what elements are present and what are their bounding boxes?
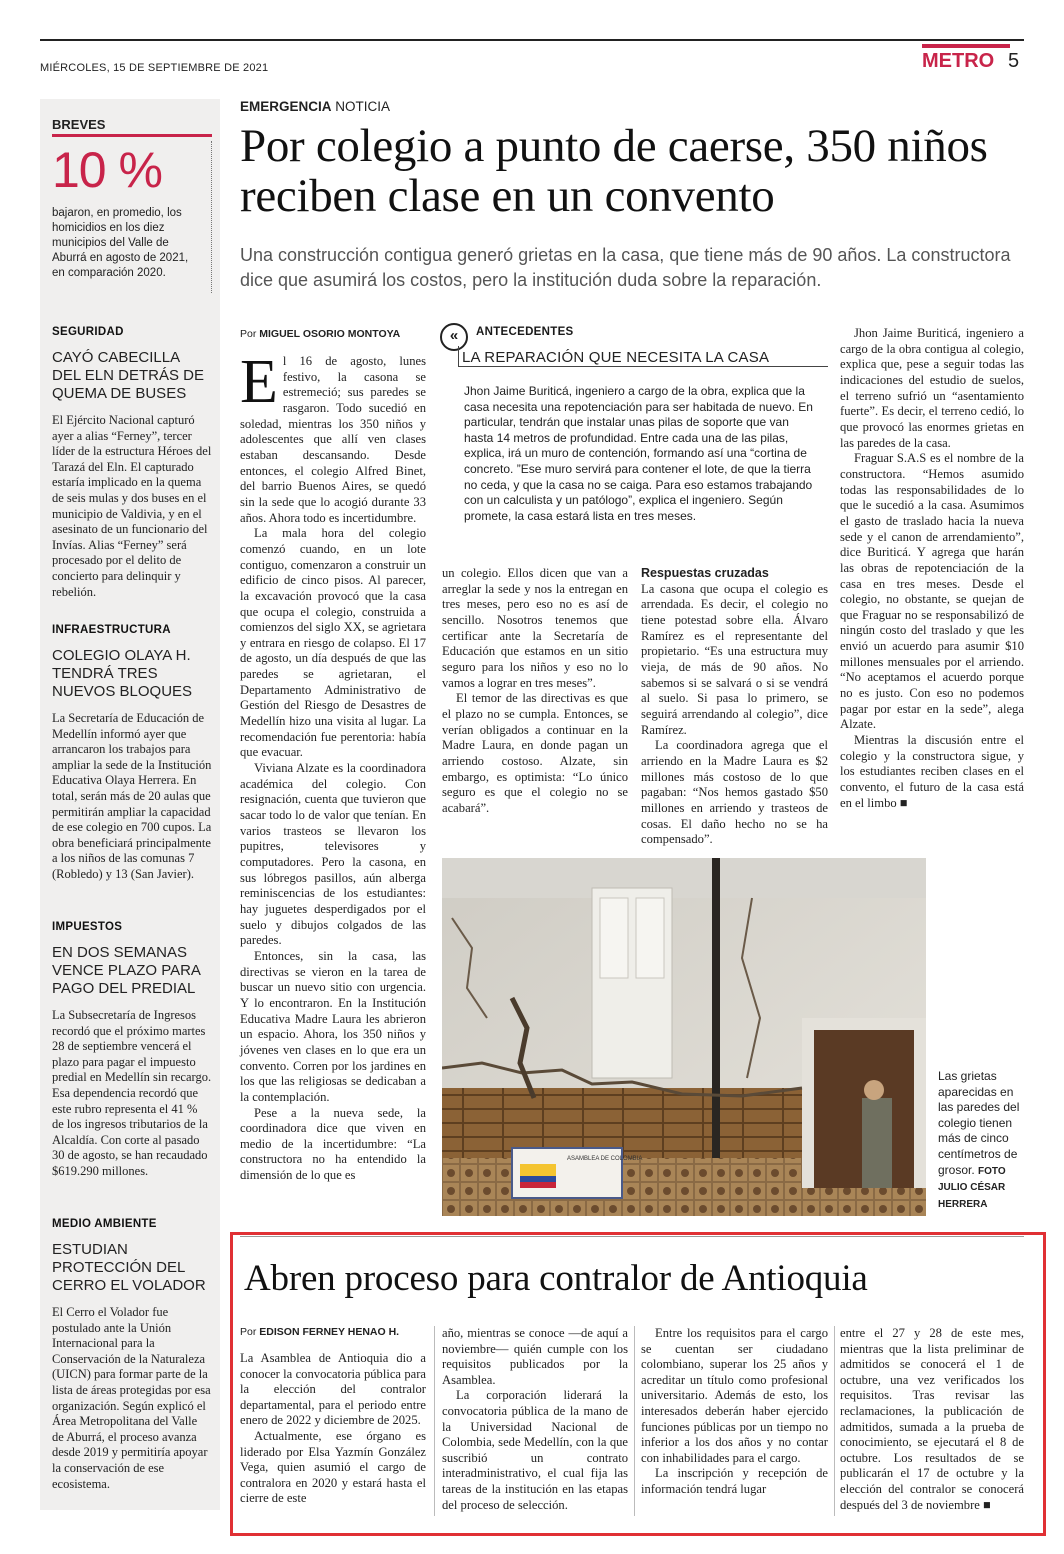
antecedentes-rule (458, 366, 828, 367)
article-dek: Una construcción contigua generó grietas en la casa, que tiene más de 90 años. La constructora dice que asumirá los costos, pero la institución duda sobre la reparación. (240, 245, 1011, 290)
issue-date: MIÉRCOLES, 15 DE SEPTIEMBRE DE 2021 (40, 62, 269, 74)
photo-credit: FOTO JULIO CÉSAR HERRERA (938, 1165, 1006, 1210)
breves-stat-text: bajaron, en promedio, los homicidios en los diez municipios del Valle de Aburrá en agosto de 2021, en comparación 2020. (52, 207, 189, 279)
brief-section-seguridad: SEGURIDAD (52, 326, 124, 338)
brief-section-medio-ambiente: MEDIO AMBIENTE (52, 1218, 157, 1230)
brief-body: La Secretaría de Educación de Medellín informó ayer que arrancaron los trabajos para ampliar la sede de la Institución Educativa Olaya Herrera. En total, serán más de 20 aulas que permitirán ampliar la capacidad de ese colegio en 700 cupos. La obra beneficiará principalmente a los niños de las comunas 7 (Robledo) y 13 (San Javier). (52, 711, 212, 881)
article2-column-4 (840, 1326, 1024, 1513)
byline-author: MIGUEL OSORIO MONTOYA (259, 328, 401, 340)
article-column-3 (641, 566, 828, 848)
paragraph: La corporación liderará la convocatoria pública de la mano de la Universidad Nacional de Colombia, sede Medellín, con la que suscribió un contrato interadministrativo, el cual fija las tareas de la institución en las etapas del proceso de selección. (442, 1388, 628, 1512)
paragraph: Actualmente, ese órgano es liderado por Elsa Yazmín González Vega, quien asumió el cargo de contralora en 2020 y estará hasta el cierre de este (240, 1428, 426, 1506)
paragraph: Entre los requisitos para el cargo se cuentan ser ciudadano colombiano, superar los 25 años y acreditar un título como profesional universitario. Además de esto, los interesados deberán haber ejercido funciones públicas por un tiempo no inferior a los dos años y no contar con inhabilidades para el cargo. (641, 1326, 828, 1465)
breves-rule (52, 134, 212, 137)
article-kicker (240, 99, 390, 114)
paragraph: La mala hora del colegio comenzó cuando, en un lote contiguo, comenzaron a construir un edificio de cinco pisos. Al parecer, la excavación provocó que la casa que ocupa el colegio, construida a comienzos del siglo XX, se agrietara y entrara en riesgo de colapso. El 17 de agosto, un día después de que las paredes se agrietaran, el Departamento Administrativo de Gestión del Riesgo de Desastres de Medellín hizo una visita al lugar. La recomendación fue perentoria: había que evacuar. (240, 526, 426, 760)
breves-stat: 10 % (52, 142, 162, 198)
chevron-left-icon: « (440, 323, 468, 351)
article2-byline (240, 1326, 399, 1338)
article-headline: Por colegio a punto de caerse, 350 niños reciben clase en un convento (240, 120, 988, 222)
paragraph: La coordinadora agrega que el arriendo en la Madre Laura es $2 millones más costoso de lo que pagaban: “Nos hemos gastado $50 millones en arriendo y trasteos de cosas. El daño hecho no se ha compensado”. (641, 738, 828, 847)
byline-author: EDISON FERNEY HENAO H. (259, 1326, 400, 1338)
section-accent-bar (922, 44, 1010, 48)
paragraph: El temor de las directivas es que el plazo no se cumpla. Entonces, se verían obligados a continuar en la Madre Laura, en donde pagan un arriendo costoso. Alzate, sin embargo, es optimista: “Lo único seguro es que el colegio no se acabará”. (442, 691, 628, 815)
brief-body: La Subsecretaría de Ingresos recordó que el próximo martes 28 de septiembre vencerá el plazo para pagar el impuesto predial en Medellín sin recargo. Esa dependencia recordó que este rubro representa el 41 % de los ingresos tributarios de la Alcaldía. Con corte al pasado 30 de agosto, se han recaudado $619.290 millones. (52, 1008, 212, 1178)
paragraph: Entonces, sin la casa, las directivas se vieron en la tarea de buscar un nuevo sitio con urgencia. Y lo encontraron. En la Institución Educativa Madre Laura les abrieron un espacio. Ahora, los 350 niños y jóvenes ven clases en lo que era un convento. Corren por los jardines en los que las religiosas se dedicaban a la contemplación. (240, 948, 426, 1104)
photo-caption (938, 1069, 1028, 1212)
paragraph: año, mientras se conoce —de aquí a noviembre— quién cumple con los requisitos publicados por la Asamblea. (442, 1326, 628, 1387)
section-name: METRO (922, 50, 995, 72)
article2-column-1 (240, 1351, 426, 1507)
paragraph: La Asamblea de Antioquia dio a conocer la convocatoria pública para la elección del contralor departamental, para el periodo entre enero de 2022 y diciembre de 2025. (240, 1351, 426, 1428)
brief-section-infraestructura: INFRAESTRUCTURA (52, 624, 171, 636)
brief-section-impuestos: IMPUESTOS (52, 921, 123, 933)
column-divider (634, 1326, 635, 1516)
paragraph: entre el 27 y 28 de este mes, mientras que la lista preliminar de admitidos se conocerá el 1 de octubre, una vez verificados los requisitos. Tras revisar las reclamaciones, la publicación de admitidos, sumada a la prueba de conocimiento, se ejecutará el 8 de octubre. Los resultados de se publicarán el 17 de octubre y la elección del contralor se conocerá después del 3 de noviembre ■ (840, 1326, 1024, 1512)
top-rule (40, 39, 1024, 41)
antecedentes-vertical-rule (458, 346, 459, 367)
paragraph: Viviana Alzate es la coordinadora académica del colegio. Con resignación, cuenta que tuvieron que sacar todo lo de valor que tenían. En varios trasteos se llevaron los pupitres, televisores y computadores. Pero la casona, en sus lóbregos pasillos, aún alberga reminiscencias de los estudiantes: hay juguetes desperdigados por el suelo y dibujos colgados de las paredes. (240, 761, 426, 948)
drop-cap: E (240, 348, 278, 416)
antecedentes-title: LA REPARACIÓN QUE NECESITA LA CASA (462, 349, 770, 366)
paragraph: Jhon Jaime Buriticá, ingeniero a cargo de la obra contigua al colegio, explica que, pese a seguir todas las indicaciones del estudio de suelos, el terreno sufrió un “asentamiento fuerte”. Es decir, el terreno cedió, lo que provocó las enormes grietas en las paredes de la casa. (840, 326, 1024, 450)
antecedentes-label: ANTECEDENTES (476, 326, 574, 338)
breves-dotted-divider (211, 141, 212, 293)
breves-title: BREVES (52, 117, 106, 132)
article2-headline: Abren proceso para contralor de Antioquia (244, 1258, 868, 1299)
paragraph: Mientras la discusión entre el colegio y la constructora sigue, y los estudiantes reciben clases en el convento, el futuro de la casa está en el limbo ■ (840, 733, 1024, 810)
article2-column-3 (641, 1326, 828, 1498)
subhead: Respuestas cruzadas (641, 566, 769, 580)
byline-prefix: Por (240, 328, 260, 340)
article-photo (442, 858, 926, 1216)
poster-title: ASAMBLEA DE COLOMBIA (567, 1156, 643, 1162)
brief-title: EN DOS SEMANAS VENCE PLAZO PARA PAGO DEL PREDIAL (52, 944, 201, 997)
brief-title: COLEGIO OLAYA H. TENDRÁ TRES NUEVOS BLOQUES (52, 647, 193, 700)
antecedentes-body: Jhon Jaime Buriticá, ingeniero a cargo de la obra, explica que la casa necesita una repotenciación para ser habitada de nuevo. En particular, tendrán que instalar unas pilas de soporte que van hasta 14 metros de profundidad. Entre cada una de las pilas, explica, irá un muro de contención, formando así una “cortina de concreto. ”Ese muro servirá para contener el lote, de que la tierra no ceda, y que la casa no se caiga. Para eso estamos trabajando con un calculista y un patólogo”, explica el ingeniero. Según promete, la casa estará lista en tres meses. (464, 384, 813, 523)
paragraph: l 16 de agosto, lunes festivo, la casona se estremeció; sus paredes se rasgaron. Todo sucedió en soledad, mientras los 350 niños y adolescentes que allí ven clases estaban descansando. Desde entonces, el colegio Alfred Binet, del barrio Buenos Aires, se quedó sin la sede que lo acogió durante 33 años. Ahora todo es incertidumbre. (240, 354, 426, 525)
article2-column-2 (442, 1326, 628, 1513)
paragraph: La casona que ocupa el colegio es arrendada. Es decir, el colegio no tiene potestad sobre ella. Álvaro Ramírez es el representante del propietario. “Es una estructura muy vieja, de más de 90 años. No sabemos si se salvará o si se vendrá al suelo. Si pasa lo primero, se seguirá arrendando al colegio”, dice Ramírez. (641, 581, 828, 737)
article-byline (240, 328, 400, 340)
page-number: 5 (1008, 50, 1020, 72)
article-column-2 (442, 566, 628, 817)
paragraph: un colegio. Ellos dicen que van a arreglar la sede y nos la entregan en tres meses, pero eso no es así de sencillo. Nosotros tenemos que certificar ante la Secretaría de Educación que estamos en un sitio seguro para los niños y eso no lo vamos a lograr en tres meses”. (442, 566, 628, 690)
paragraph: Fraguar S.A.S es el nombre de la constructora. “Hemos asumido todas las responsabilidades de lo que le sucedió a la casa. Asumimos el gasto de traslado hacia la nueva sede y el canon de arrendamiento”, dice Buriticá. Y agrega que harán las obras de repotenciación de la casa en tres meses. Desde el colegio, no obstante, se quejan de que Fraguar no se responsabilizó de ningún costo del traslado y que les envió un acuerdo para asumir $10 millones mensuales por el arriendo. “No aceptamos el acuerdo porque no es justo. Con eso no podemos pagar por estar en la sede”, alega Alzate. (840, 451, 1024, 732)
cracked-wall-photo (442, 858, 926, 1216)
column-divider (434, 1326, 435, 1516)
brief-title: ESTUDIAN PROTECCIÓN DEL CERRO EL VOLADOR (52, 1241, 206, 1294)
kicker-bold: EMERGENCIA (240, 99, 332, 114)
kicker-rest: NOTICIA (331, 99, 391, 114)
paragraph: Pese a la nueva sede, la coordinadora dice que viven en medio de la incertidumbre: “La constructora no ha entendido la dimensión de lo que es (240, 1105, 426, 1183)
article-column-1 (240, 348, 426, 1184)
article-column-4 (840, 326, 1024, 811)
caption-text: Las grietas aparecidas en las paredes del colegio tienen más de cinco centímetros de grosor. (938, 1069, 1020, 1177)
brief-body: El Cerro el Volador fue postulado ante la Unión Internacional para la Conservación de la Naturaleza (UICN) para formar parte de la lista de áreas protegidas por esa organización. Según explicó el Área Metropolitana del Valle de Aburrá, el proceso avanza desde 2019 y permitiría apoyar la conservación de ese ecosistema. (52, 1305, 211, 1491)
brief-title: CAYÓ CABECILLA DEL ELN DETRÁS DE QUEMA DE BUSES (52, 349, 204, 402)
column-divider (834, 1326, 835, 1516)
byline-prefix: Por (240, 1326, 260, 1338)
brief-body: El Ejército Nacional capturó ayer a alias “Ferney”, tercer líder de la estructura Héroes del Tarazá del Eln. El capturado estaría implicado en la quema de seis mulas y dos buses en el municipio de Valdivia, y en el asesinato de un funcionario del Invías. Alias “Ferney” será procesado por el delito de concierto para delinquir y rebelión. (52, 413, 212, 599)
paragraph: La inscripción y recepción de información tendrá lugar (641, 1466, 828, 1496)
